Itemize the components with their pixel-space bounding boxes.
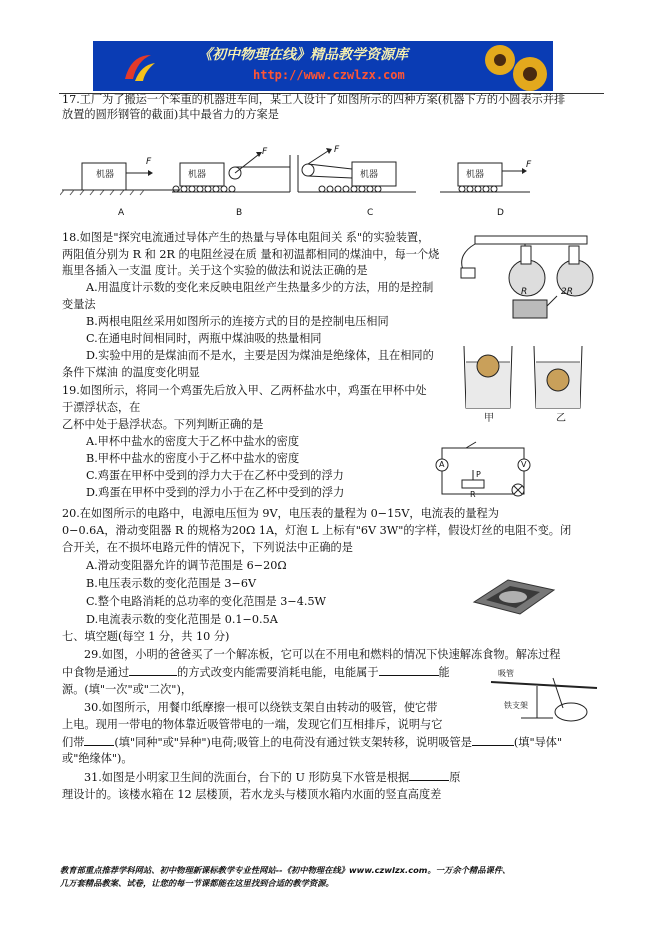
q17-force-label-d: F xyxy=(526,160,532,170)
q20-line2: 0−0.6A，滑动变阻器 R 的规格为20Ω 1A，灯泡 L 上标有"6V 3W"的字样，假设灯丝的电阻不变。闭 xyxy=(62,524,572,537)
q20-line3: 合开关，在不损坏电路元件的情况下，下列说法中正确的是 xyxy=(62,541,353,554)
q18-line3: 瓶里各插入一支温 度计。关于这个实验的做法和说法正确的是 xyxy=(62,264,368,277)
q29-blank-2[interactable] xyxy=(379,665,439,676)
q30-straw-label: 吸管 xyxy=(498,669,514,678)
q19-cups xyxy=(460,340,590,415)
q19-line1: 19.如图所示，将同一个鸡蛋先后放入甲、乙两杯盐水中，鸡蛋在甲杯中处 xyxy=(62,384,427,397)
section7-heading: 七、填空题(每空 1 分，共 10 分) xyxy=(62,630,230,643)
q29-line2 xyxy=(62,665,450,680)
q17-option-c: C xyxy=(367,208,374,218)
q30-stand-label: 铁支架 xyxy=(504,701,528,710)
q19-line2: 于漂浮状态，在 xyxy=(62,401,141,414)
q30-line2: 上电。现用一带电的物体靠近吸管带电的一端，发现它们互相排斥，说明与它 xyxy=(62,718,443,731)
q19-option-a: A.甲杯中盐水的密度大于乙杯中盐水的密度 xyxy=(86,435,300,448)
q29-line2-text-a: 中食物是通过 xyxy=(62,666,130,679)
q30-line3-text-a: 们带 xyxy=(62,736,85,749)
sunflower-center xyxy=(494,54,506,66)
q19-option-b: B.甲杯中盐水的密度小于乙杯中盐水的密度 xyxy=(86,452,300,465)
q20-option-d: D.电流表示数的变化范围是 0.1−0.5A xyxy=(86,613,278,626)
q18-option-b: B.两根电阻丝采用如图所示的连接方式的目的是控制电压相同 xyxy=(86,315,389,328)
q17-figure-d xyxy=(440,163,530,192)
q19-cup-jia-label: 甲 xyxy=(484,413,494,424)
q18-option-c: C.在通电时间相同时，两瓶中煤油吸的热量相同 xyxy=(86,332,322,345)
q18-option-d-cont: 条件下煤油 的温度变化明显 xyxy=(62,366,200,379)
q17-figure-a xyxy=(60,163,180,195)
q20-option-b: B.电压表示数的变化范围是 3−6V xyxy=(86,577,257,590)
q20-option-c: C.整个电路消耗的总功率的变化范围是 3−4.5W xyxy=(86,595,327,608)
q18-line2: 两阻值分别为 R 和 2R 的电阻丝浸在质 量和初温都相同的煤油中，每一个烧 xyxy=(62,248,440,261)
q29-line2-text-b: 的方式改变内能需要消耗电能，电能属于 xyxy=(177,666,379,679)
q17-machine-label-a: 机器 xyxy=(96,170,115,180)
footer-line2: 几万套精品教案、试卷，让您的每一节课都能在这里找到合适的教学资源。 xyxy=(60,878,334,888)
q31-line1-text-b: 原 xyxy=(449,771,461,784)
q17-option-d: D xyxy=(497,208,504,218)
site-logo-icon xyxy=(121,49,157,85)
q18-apparatus xyxy=(455,226,605,326)
q31-line2: 理设计的。该楼水箱在 12 层楼顶，若水龙头与楼顶水箱内水面的竖直高度差 xyxy=(62,788,442,801)
q20-line1: 20.在如图所示的电路中，电源电压恒为 9V，电压表的量程为 0−15V，电流表的量程为 xyxy=(62,507,499,520)
q29-line1: 29.如图，小明的爸爸买了一个解冻板，它可以在不用电和燃料的情况下快速解冻食物。解冻过程 xyxy=(84,648,561,661)
q20-option-a: A.滑动变阻器允许的调节范围是 6−20Ω xyxy=(86,559,287,572)
q19-cup-yi-label: 乙 xyxy=(556,413,566,424)
q20-slider-label: P xyxy=(476,470,481,479)
q29-line3: 源。(填"一次"或"二次")， xyxy=(62,683,193,696)
q30-line3 xyxy=(62,735,562,750)
q20-rheostat-label: R xyxy=(470,490,476,499)
q19-option-c: C.鸡蛋在甲杯中受到的浮力大于在乙杯中受到的浮力 xyxy=(86,469,344,482)
q17-force-label-c: F xyxy=(334,145,340,155)
q29-line2-text-c: 能 xyxy=(438,666,450,679)
q18-option-d: D.实验中用的是煤油而不是水，主要是因为煤油是绝缘体，且在相同的 xyxy=(86,349,434,362)
q17-machine-label-d: 机器 xyxy=(466,170,485,180)
q30-line3-text-c: (填"导体" xyxy=(513,736,563,749)
q20-circuit xyxy=(432,440,532,502)
q19-option-d: D.鸡蛋在甲杯中受到的浮力小于在乙杯中受到的浮力 xyxy=(86,486,345,499)
defrost-plate-photo xyxy=(468,572,558,618)
q20-voltmeter-label: V xyxy=(521,460,527,469)
q20-ammeter-label: A xyxy=(439,460,445,469)
q30-blank-2[interactable] xyxy=(472,735,514,746)
q31-line1 xyxy=(84,770,460,785)
banner-url[interactable]: http://www.czwlzx.com xyxy=(253,68,405,82)
q31-line1-text-a: 31.如图是小明家卫生间的洗面台，台下的 U 形防臭下水管是根据 xyxy=(84,771,410,784)
q17-stem-line1: 17.工厂为了搬运一个笨重的机器进车间，某工人设计了如图所示的四种方案(机器下方的小圆表示并排 xyxy=(62,93,566,106)
q29-blank-1[interactable] xyxy=(129,665,177,676)
q18-line1: 18.如图是"探究电流通过导体产生的热量与导体电阻间关 系"的实验装置， xyxy=(62,231,430,244)
q18-option-a: A.用温度计示数的变化来反映电阻丝产生热量多少的方法，用的是控制 xyxy=(86,281,434,294)
sunflower-center xyxy=(523,67,537,81)
q30-line3-text-b: (填"同种"或"异种")电荷;吸管上的电荷没有通过铁支架转移，说明吸管是 xyxy=(114,736,472,749)
q17-figures xyxy=(60,145,530,220)
q17-force-label-b: F xyxy=(262,147,268,157)
q18-r-label: R xyxy=(521,287,528,297)
q17-machine-label-b: 机器 xyxy=(188,170,207,180)
q18-2r-label: 2R xyxy=(561,287,573,297)
q19-line3: 乙杯中处于悬浮状态。下列判断正确的是 xyxy=(62,418,264,431)
q30-line1: 30.如图所示，用餐巾纸摩擦一根可以绕铁支架自由转动的吸管，使它带 xyxy=(84,701,438,714)
q30-blank-1[interactable] xyxy=(84,735,114,746)
q17-force-label-a: F xyxy=(146,157,152,167)
q17-option-b: B xyxy=(236,208,243,218)
footer-line1: 教育部重点推荐学科网站、初中物理新课标教学专业性网站--《初中物理在线》www.czwlzx.com。一万余个精品课件、 xyxy=(60,865,511,875)
q17-option-a: A xyxy=(118,208,125,218)
banner-title: 《初中物理在线》精品教学资源库 xyxy=(198,47,408,63)
q17-machine-label-c: 机器 xyxy=(360,170,379,180)
q18-option-a-cont: 变量法 xyxy=(62,298,96,311)
q17-stem-line2: 放置的圆形钢管的截面)其中最省力的方案是 xyxy=(62,108,279,121)
q30-line4: 或"绝缘体")。 xyxy=(62,752,133,765)
q31-blank-1[interactable] xyxy=(409,770,449,781)
q17-figure-c xyxy=(298,148,416,192)
page-footer xyxy=(60,864,620,890)
site-banner xyxy=(93,41,553,91)
